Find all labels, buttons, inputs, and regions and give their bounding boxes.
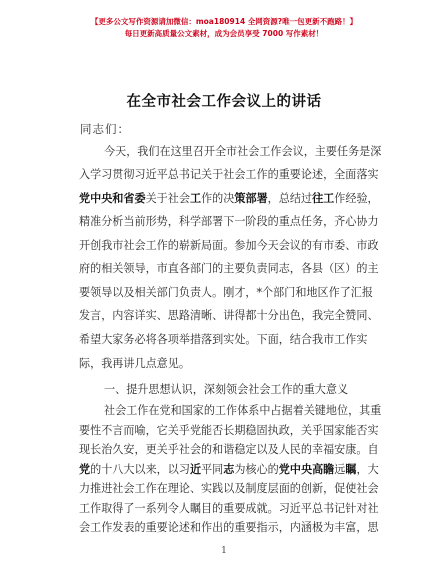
paragraph-2-line-7: 会工作发表的重要论述和作出的重要指示，内涵极为丰富，思 xyxy=(79,521,379,534)
paragraph-2-line-4 xyxy=(79,463,379,477)
paragraph-2-line-2: 要性不言而喻，它关乎党能否长期稳固执政，关乎国家能否实 xyxy=(79,423,379,437)
bold-text: 策部署 xyxy=(234,192,268,205)
paragraph-1-line-5: 开创我市社会工作的崭新局面。参加今天会议的有市委、市政 xyxy=(79,239,379,252)
bold-text: 瞩 xyxy=(345,462,357,476)
bold-text: 党 xyxy=(79,462,91,476)
paragraph-1-line-4: 精准分析当前形势，科学部署下一阶段的重点任务，齐心协力 xyxy=(79,215,379,228)
paragraph-1-line-7: 要领导以及相关部门负责人。刚才，*个部门和地区作了汇报 xyxy=(79,286,373,299)
paragraph-2-line-6: 工作取得了一系列令人瞩目的重要成就。习近平总书记针对社 xyxy=(79,501,379,515)
bold-text: 志 xyxy=(223,462,235,476)
text-run: 平同 xyxy=(201,462,224,476)
text-run: ，总结过 xyxy=(267,192,313,205)
text-run: 作的决 xyxy=(201,192,235,205)
paragraph-1-line-1: 今天，我们在这里召开全市社会工作会议，主要任务是深 xyxy=(104,145,382,158)
paragraph-2-line-5: 力推进社会工作在理论、实践以及制度层面的创新，促使社会 xyxy=(79,482,379,495)
text-run: 的十八大以来，以习 xyxy=(90,462,190,476)
promo-banner-line-1: 【更多公文写作资源请加微信：moa180914 全网资源?唯一包更新不跑路！】 xyxy=(90,17,358,26)
text-run: 作经验， xyxy=(334,192,379,205)
page-number: 1 xyxy=(221,546,227,556)
paragraph-1-line-9: 希望大家务必将各项举措落到实处。下面，结合我市工作实 xyxy=(79,333,368,346)
paragraph-2-line-1: 社会工作在党和国家的工作体系中占据着关键地位，其重 xyxy=(104,404,382,417)
bold-text: 近 xyxy=(189,462,202,476)
salutation: 同志们： xyxy=(80,122,130,136)
promo-banner-line-2: 每日更新高质量公文素材，成为会员享受 7000 写作素材！ xyxy=(124,29,324,38)
text-run: ，大 xyxy=(356,462,379,476)
paragraph-2-line-3: 现长治久安，更关乎社会的和谐稳定以及人民的幸福安康。自 xyxy=(79,443,379,456)
paragraph-1-line-6: 府的相关领导，市直各部门的主要负责同志，各县（区）的主 xyxy=(79,262,379,275)
bold-text: 工 xyxy=(189,192,202,205)
paragraph-1-line-8: 发言，内容详实、思路清晰、讲得都十分出色，我完全赞同、 xyxy=(79,309,379,322)
paragraph-1-line-10: 际，我再讲几点意见。 xyxy=(79,357,190,370)
section-heading-1: 一、提升思想认识，深刻领会社会工作的重大意义 xyxy=(104,383,349,396)
paragraph-1-line-2: 入学习贯彻习近平总书记关于社会工作的重要论述，全面落实 xyxy=(79,168,379,181)
text-run: 远 xyxy=(334,462,346,476)
bold-text: 党中央高瞻 xyxy=(278,462,335,476)
document-title: 在全市社会工作会议上的讲话 xyxy=(126,94,322,110)
paragraph-1-line-3 xyxy=(79,192,379,206)
bold-text: 党中央和省委 xyxy=(79,192,146,205)
text-run: 为核心的 xyxy=(234,462,279,476)
text-run: 关于社会 xyxy=(145,192,190,205)
bold-text: 往工 xyxy=(312,192,335,205)
